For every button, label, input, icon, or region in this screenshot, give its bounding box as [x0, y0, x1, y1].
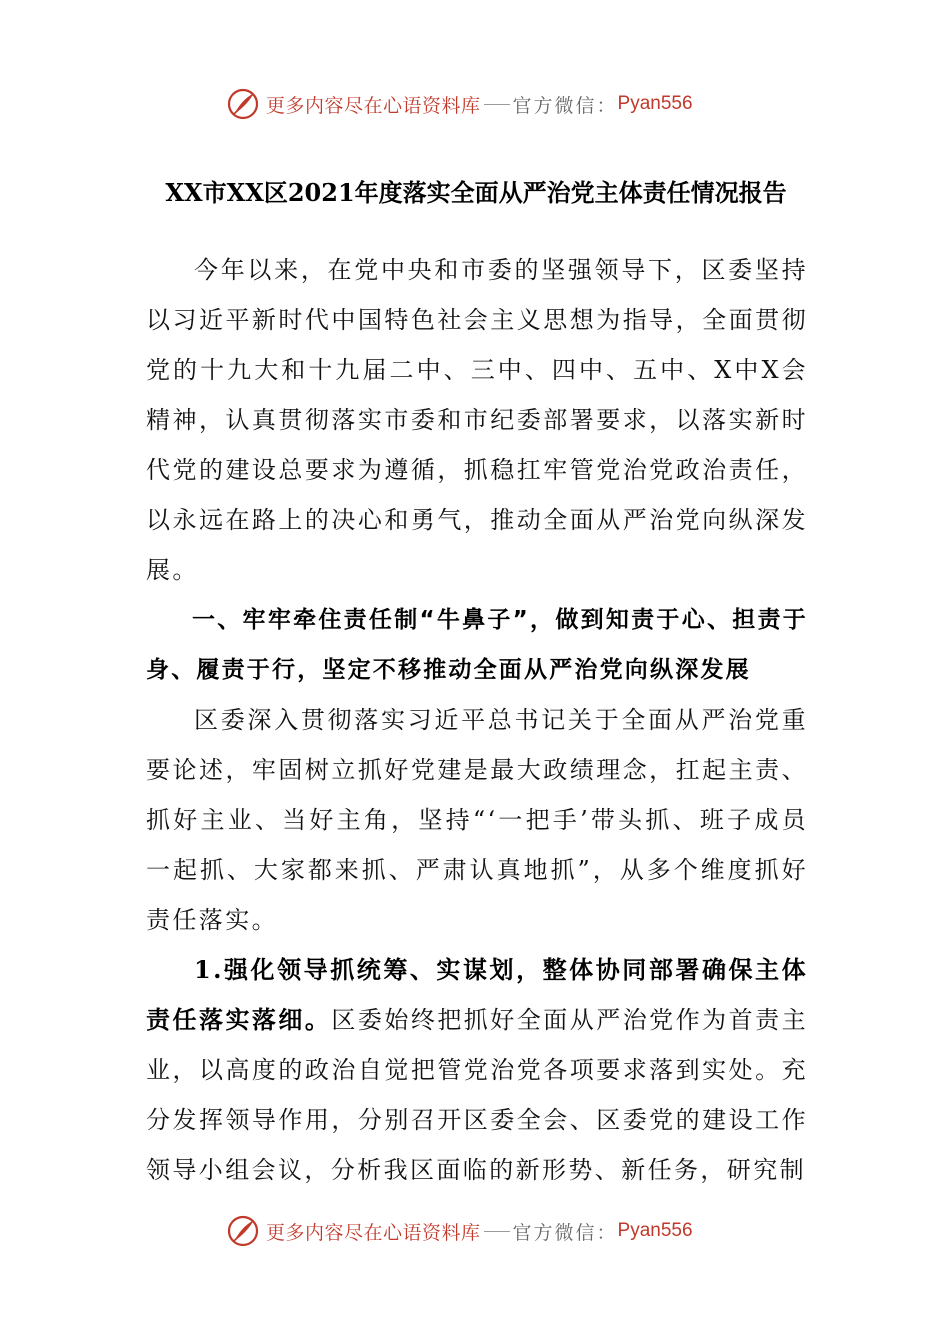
watermark-footer [226, 1211, 746, 1251]
document-title: XX市XX区2021年度落实全面从严治党主体责任情况报告 [165, 178, 787, 207]
quill-logo-icon [226, 1214, 260, 1248]
subsection-text: 区委始终把抓好全面从严治党作为首责主业，以高度的政治自觉把管党治党各项要求落到实处。充分发挥领导作用，分别召开区委全会、区委党的建设工作领导小组会议，分析我区面临的新形势、新任务，研究制 [146, 1006, 808, 1184]
watermark-label: 官方微信： [512, 94, 618, 117]
section-heading: 一、牢牢牵住责任制“牛鼻子”，做到知责于心、担责于身、履责于行，坚定不移推动全面从严治党向纵深发展 [146, 607, 808, 683]
watermark-dash [484, 104, 510, 105]
watermark-dash [484, 1231, 510, 1232]
watermark-site-text: 更多内容尽在心语资料库 [266, 94, 481, 117]
watermark-site-text: 更多内容尽在心语资料库 [266, 1221, 481, 1244]
watermark-wechat-id: Pyan556 [617, 1220, 693, 1241]
document-body [146, 245, 808, 1195]
paragraph: 今年以来，在党中央和市委的坚强领导下，区委坚持以习近平新时代中国特色社会主义思想为指导，全面贯彻党的十九大和十九届二中、三中、四中、五中、X中X会精神，认真贯彻落实市委和市纪委部署要求，以落实新时代党的建设总要求为遵循，抓稳扛牢管党治党政治责任，以永远在路上的决心和勇气，推动全面从严治党向纵深发展。 [146, 256, 808, 584]
watermark-header [226, 84, 746, 124]
quill-logo-icon [226, 87, 260, 121]
watermark-label: 官方微信： [512, 1221, 618, 1244]
subsection-paragraph [146, 945, 808, 1195]
watermark-wechat-id: Pyan556 [617, 93, 693, 114]
subsection-lead: 1.强化领导抓统筹、实谋划，整体协同部署确保主体责任落实落细。 [146, 955, 808, 1034]
paragraph: 区委深入贯彻落实习近平总书记关于全面从严治党重要论述，牢固树立抓好党建是最大政绩理念，扛起主责、抓好主业、当好主角，坚持“‘一把手’带头抓、班子成员一起抓、大家都来抓、严肃认真地抓”，从多个维度抓好责任落实。 [146, 706, 808, 934]
